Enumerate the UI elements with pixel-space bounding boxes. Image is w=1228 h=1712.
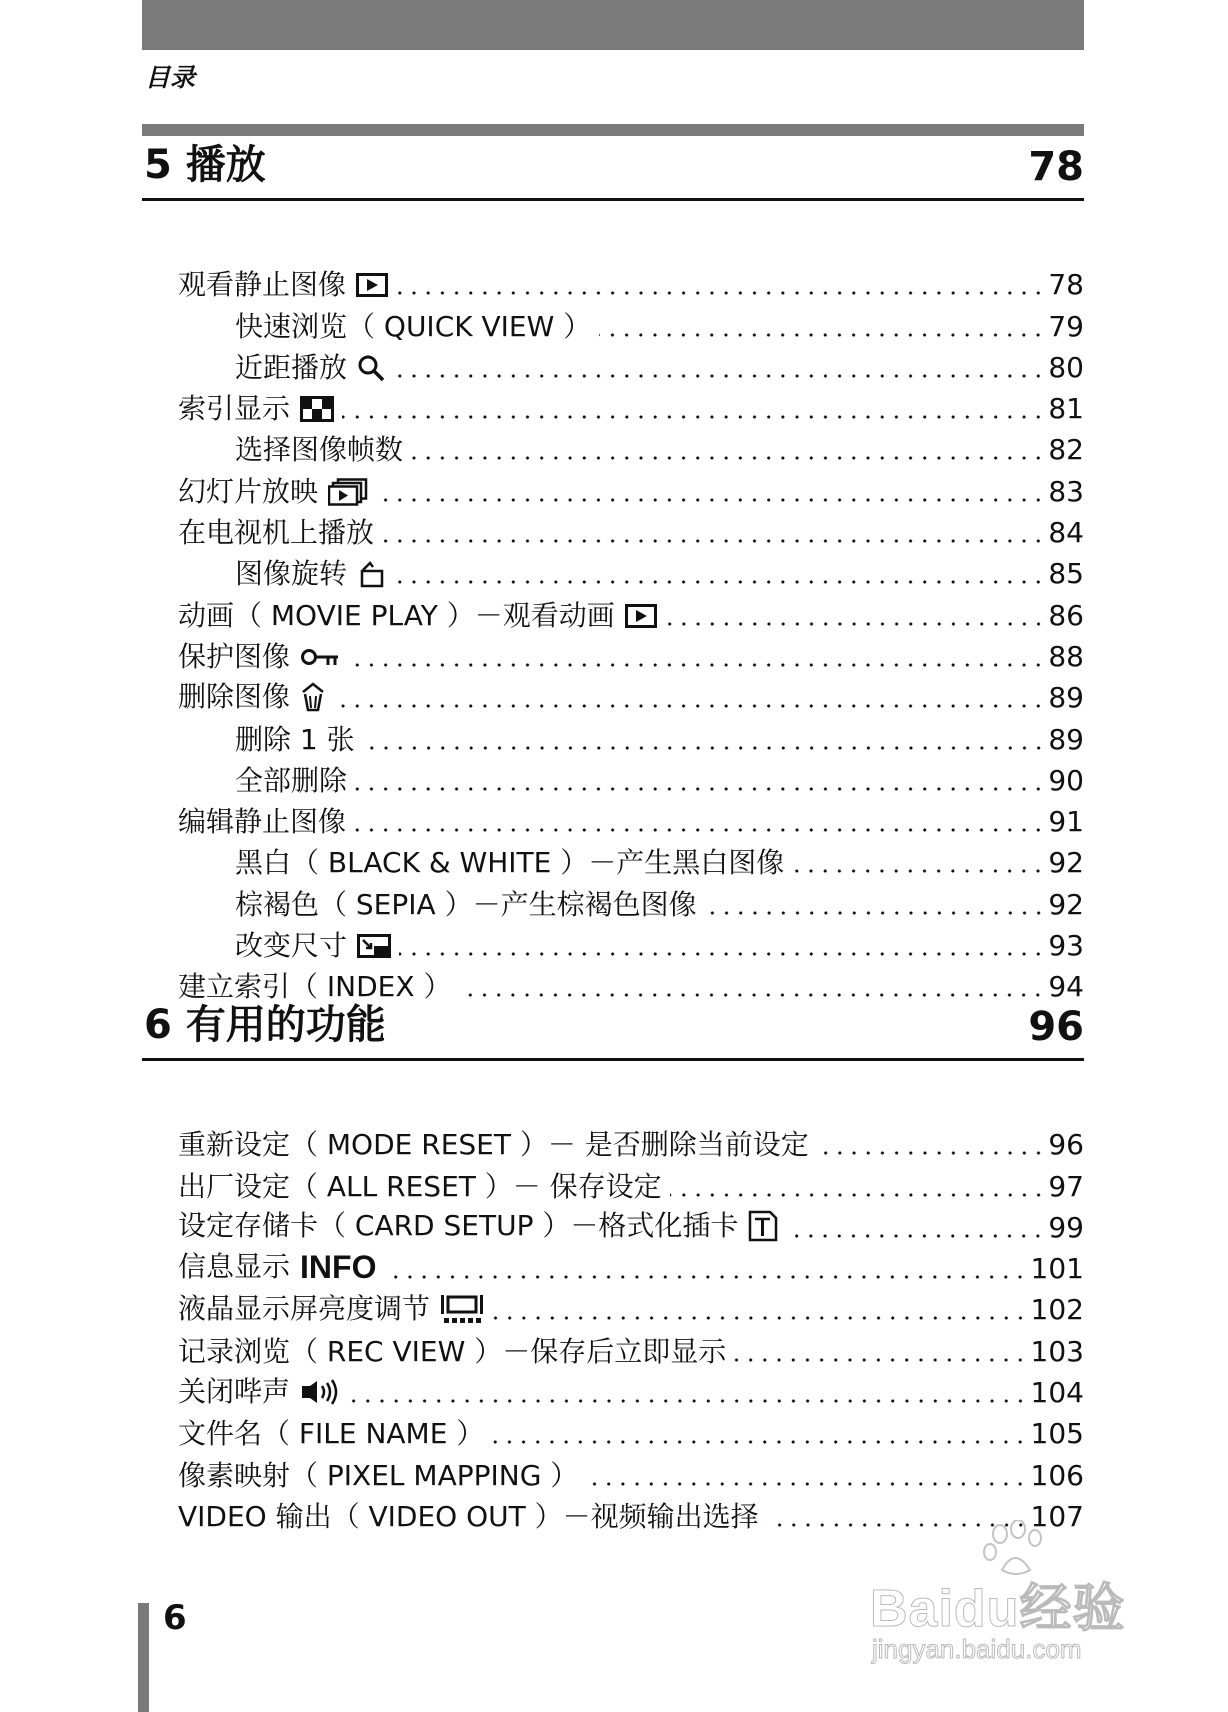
toc-entry-page: 96 (1048, 1128, 1084, 1162)
toc-entry-title (178, 1294, 484, 1324)
toc-entry[interactable] (178, 1324, 1084, 1368)
toc-entry-text: 出厂设定（ ALL RESET ）－ 保存设定 (178, 1169, 662, 1203)
toc-entry-page: 89 (1048, 722, 1084, 756)
toc-entry[interactable] (178, 341, 1084, 382)
toc-entry[interactable] (178, 588, 1084, 632)
toc-entry-title (178, 1499, 759, 1533)
toc-entry[interactable] (178, 506, 1084, 550)
section-title: 6 有用的功能 (144, 1002, 386, 1048)
toc-entry-title (178, 682, 326, 712)
toc-entry-title (178, 1377, 340, 1407)
toc-list (178, 1118, 1084, 1531)
header-label: 目录 (145, 63, 196, 92)
toc-entry-page: 94 (1048, 970, 1084, 1004)
dot-leader (459, 993, 1045, 997)
toc-entry-page: 78 (1048, 268, 1084, 302)
toc-entry-page: 82 (1048, 433, 1084, 467)
toc-entry-text: 重新设定（ MODE RESET ）－ 是否删除当前设定 (178, 1128, 809, 1162)
dot-leader (670, 1193, 1046, 1197)
toc-entry-text: 编辑静止图像 (178, 805, 347, 839)
toc-entry-title (178, 598, 657, 632)
toc-entry-text: 改变尺寸 (235, 929, 348, 963)
toc-entry[interactable] (178, 1118, 1084, 1162)
dot-leader (817, 1151, 1046, 1155)
toc-entry-text: 快速浏览（ QUICK VIEW ） (235, 309, 592, 343)
dot-leader (586, 1482, 1027, 1486)
toc-entry-page: 85 (1048, 557, 1084, 591)
info-text-icon: INFO (300, 1249, 377, 1286)
toc-entry-text: 全部删除 (235, 763, 348, 797)
toc-entry-page: 106 (1030, 1458, 1084, 1492)
toc-entry[interactable] (178, 671, 1084, 715)
dot-leader (355, 787, 1045, 791)
toc-entry-text: VIDEO 输出（ VIDEO OUT ）－视频输出选择 (178, 1499, 759, 1533)
toc-entry[interactable] (178, 1159, 1084, 1203)
toc-entry-page: 80 (1048, 350, 1084, 384)
toc-entry-text: 幻灯片放映 (178, 474, 319, 508)
toc-entry[interactable] (178, 423, 1084, 467)
toc-entry-page: 79 (1048, 309, 1084, 343)
toc-entry-title (235, 350, 385, 384)
toc-entry-title (235, 887, 697, 921)
rotate-icon (357, 560, 385, 588)
section-heading (142, 1000, 1084, 1061)
toc-entry-title (178, 1334, 727, 1368)
section-page-number: 78 (1028, 144, 1084, 190)
toc-entry-text: 观看静止图像 (178, 268, 347, 302)
header-rule (142, 124, 1084, 136)
dot-leader (396, 291, 1045, 295)
resize-icon (357, 934, 391, 958)
toc-entry-text: 图像旋转 (235, 557, 348, 591)
section-title: 5 播放 (144, 142, 266, 188)
dot-leader (348, 663, 1045, 667)
dot-leader (786, 1234, 1045, 1238)
toc-entry[interactable] (178, 1448, 1084, 1492)
dot-leader (399, 952, 1045, 956)
toc-entry-title (235, 557, 385, 591)
toc-entry-title (178, 516, 375, 550)
toc-entry-page: 89 (1048, 681, 1084, 715)
toc-entry-page: 105 (1030, 1417, 1084, 1451)
toc-entry-title (178, 474, 368, 508)
toc-list (178, 258, 1084, 1004)
toc-entry[interactable] (178, 712, 1084, 756)
toc-entry-page: 86 (1048, 598, 1084, 632)
index-grid-icon (300, 396, 334, 422)
toc-entry[interactable] (178, 547, 1084, 591)
toc-entry-page: 81 (1048, 392, 1084, 426)
dot-leader (492, 1440, 1027, 1444)
toc-entry[interactable] (178, 1366, 1084, 1410)
dot-leader (792, 869, 1045, 873)
dot-leader (705, 911, 1046, 915)
toc-entry[interactable] (178, 754, 1084, 795)
dot-leader (334, 704, 1045, 708)
toc-entry-text: 索引显示 (178, 392, 291, 426)
toc-entry-text: 删除图像 (178, 680, 291, 714)
watermark (870, 1520, 1160, 1670)
toc-entry-text: 信息显示 (178, 1250, 291, 1284)
dot-leader (382, 539, 1045, 543)
toc-entry-page: 104 (1030, 1376, 1084, 1410)
dot-leader (384, 1275, 1027, 1279)
protect-key-icon (300, 646, 340, 668)
toc-entry-title (178, 1417, 485, 1451)
toc-entry-page: 88 (1048, 639, 1084, 673)
toc-entry-title (178, 1169, 662, 1203)
toc-entry-page: 99 (1048, 1210, 1084, 1244)
toc-entry-page: 107 (1030, 1499, 1084, 1533)
toc-entry[interactable] (178, 382, 1084, 426)
dot-leader (393, 374, 1045, 378)
dot-leader (734, 1358, 1027, 1362)
toc-entry-title (178, 268, 388, 302)
toc-entry-page: 91 (1048, 805, 1084, 839)
toc-entry-text: 文件名（ FILE NAME ） (178, 1417, 485, 1451)
section-page-number: 96 (1028, 1004, 1084, 1050)
toc-entry-page: 103 (1030, 1334, 1084, 1368)
dot-leader (599, 333, 1045, 337)
toc-entry-title (235, 929, 391, 963)
toc-entry-title (235, 846, 785, 880)
toc-entry-page: 84 (1048, 516, 1084, 550)
toc-entry[interactable] (178, 258, 1084, 302)
toc-entry-text: 棕褐色（ SEPIA ）－产生棕褐色图像 (235, 887, 697, 921)
toc-entry-title (178, 1458, 579, 1492)
toc-entry-text: 设定存储卡（ CARD SETUP ）－格式化插卡 (178, 1208, 739, 1242)
toc-entry-page: 101 (1030, 1252, 1084, 1286)
toc-entry-title (178, 805, 347, 839)
toc-entry[interactable] (178, 1407, 1084, 1451)
toc-entry-page: 97 (1048, 1169, 1084, 1203)
toc-entry-page: 93 (1048, 929, 1084, 963)
beep-speaker-icon (300, 1377, 340, 1407)
toc-entry-text: 删除 1 张 (235, 722, 355, 756)
toc-entry-title (178, 1128, 809, 1162)
toc-entry[interactable] (178, 630, 1084, 671)
watermark-url: jingyan.baidu.com (872, 1634, 1082, 1664)
page-number: 6 (163, 1598, 187, 1638)
watermark-brand: Baidu经验 (870, 1580, 1126, 1638)
toc-entry-title (178, 1210, 778, 1242)
toc-entry[interactable] (178, 877, 1084, 921)
toc-entry[interactable] (178, 1242, 1084, 1286)
toc-entry-text: 黑白（ BLACK & WHITE ）－产生黑白图像 (235, 846, 785, 880)
toc-entry-text: 记录浏览（ REC VIEW ）－保存后立即显示 (178, 1334, 727, 1368)
dot-leader (665, 622, 1046, 626)
toc-entry-page: 92 (1048, 846, 1084, 880)
toc-entry-title (178, 392, 334, 426)
dot-leader (342, 415, 1045, 419)
toc-entry-page: 90 (1048, 763, 1084, 797)
toc-entry-title (235, 722, 355, 756)
toc-entry[interactable] (178, 464, 1084, 508)
magnifier-icon (357, 354, 385, 382)
card-icon (748, 1210, 778, 1242)
playback-icon (625, 604, 657, 628)
toc-entry-title (235, 309, 592, 343)
erase-trash-icon (300, 682, 326, 712)
toc-entry[interactable] (178, 299, 1084, 343)
toc-entry-title (235, 763, 348, 797)
section-heading (142, 140, 1084, 201)
toc-entry[interactable] (178, 795, 1084, 839)
dot-leader (348, 1399, 1028, 1403)
toc-entry[interactable] (178, 836, 1084, 880)
playback-icon (356, 273, 388, 297)
top-bar (142, 0, 1084, 50)
toc-entry-text: 在电视机上播放 (178, 516, 375, 550)
toc-entry-page: 83 (1048, 474, 1084, 508)
toc-entry-page: 102 (1030, 1293, 1084, 1327)
toc-entry-text: 保护图像 (178, 639, 291, 673)
toc-entry-page: 92 (1048, 887, 1084, 921)
page-tab-marker (138, 1603, 149, 1712)
dot-leader (363, 746, 1046, 750)
toc-entry-text: 像素映射（ PIXEL MAPPING ） (178, 1458, 579, 1492)
toc-entry-text: 建立索引（ INDEX ） (178, 970, 452, 1004)
toc-entry-text: 关闭哔声 (178, 1375, 291, 1409)
toc-entry[interactable] (178, 1283, 1084, 1327)
toc-entry-text: 液晶显示屏亮度调节 (178, 1292, 431, 1326)
toc-entry[interactable] (178, 919, 1084, 963)
toc-entry-title (178, 639, 340, 673)
toc-entry-title (178, 1249, 377, 1286)
dot-leader (492, 1316, 1028, 1320)
toc-entry[interactable] (178, 1201, 1084, 1242)
dot-leader (393, 580, 1045, 584)
dot-leader (411, 456, 1045, 460)
slideshow-icon (328, 478, 368, 506)
toc-entry-text: 近距播放 (235, 350, 348, 384)
toc-entry-title (235, 433, 404, 467)
toc-entry-text: 选择图像帧数 (235, 433, 404, 467)
dot-leader (376, 498, 1045, 502)
dot-leader (354, 828, 1045, 832)
toc-entry-text: 动画（ MOVIE PLAY ）－观看动画 (178, 598, 615, 632)
lcd-brightness-icon (440, 1294, 484, 1324)
